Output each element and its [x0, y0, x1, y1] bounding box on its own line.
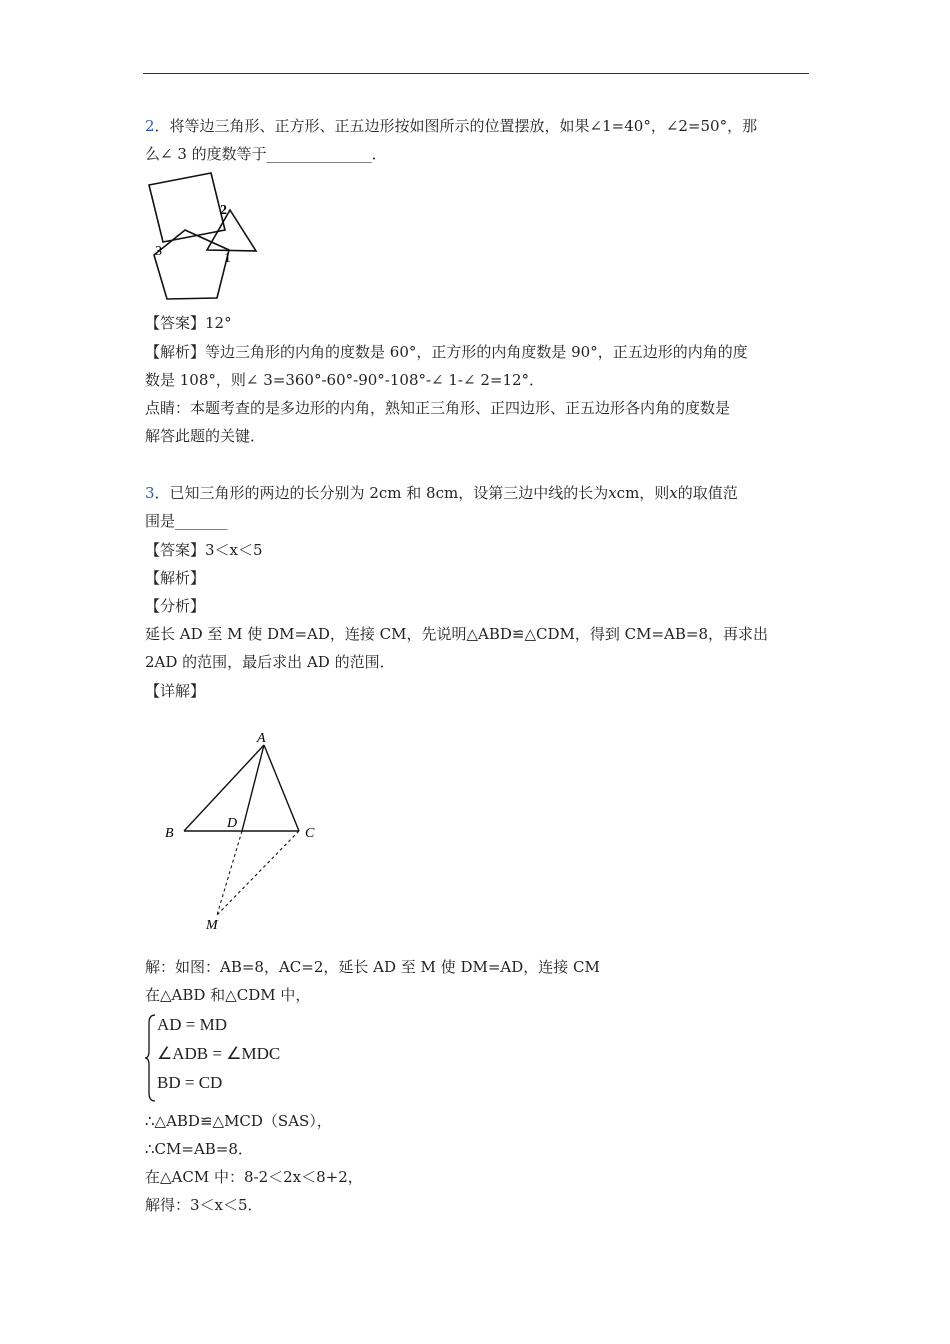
q2-analysis-2: 数是 108°，则∠ 3=360°-60°-90°-108°-∠ 1-∠ 2=12°． — [145, 371, 545, 389]
point-label-B: B — [165, 826, 174, 841]
q3-solution-4: ∴CM=AB=8． — [145, 1140, 253, 1158]
q3-solution-1: 解：如图：AB=8，AC=2，延长 AD 至 M 使 DM=AD，连接 CM — [145, 958, 600, 976]
pentagon-shape — [154, 230, 229, 299]
q2-line1: 2．将等边三角形、正方形、正五边形按如图所示的位置摆放，如果∠1=40°，∠2=50°，那 — [145, 117, 758, 135]
q3-line2: 围是_______ — [145, 512, 228, 530]
q3-line1: 3．已知三角形的两边的长分别为 2cm 和 8cm，设第三边中线的长为xcm，则x的取值范 — [145, 484, 738, 502]
equation-row-1: AD = MD — [157, 1015, 228, 1034]
equation-row-3: BD = CD — [157, 1073, 223, 1092]
q3-solution-2: 在△ABD 和△CDM 中， — [145, 986, 311, 1004]
point-label-C: C — [305, 826, 315, 841]
q3-xiangjie: 【详解】 — [145, 682, 206, 700]
header-rule — [143, 73, 809, 74]
segment-DM — [217, 831, 242, 915]
q3-analysis: 【解析】 — [145, 569, 206, 587]
var-x-2: x — [669, 484, 678, 502]
q2-analysis-1: 【解析】等边三角形的内角的度数是 60°，正方形的内角度数是 90°，正五边形的内角的度 — [145, 343, 748, 361]
segment-AB — [184, 745, 264, 831]
q3-fenxi-2: 2AD 的范围，最后求出 AD 的范围． — [145, 653, 395, 671]
q3-solution-5: 在△ACM 中：8-2＜2x＜8+2， — [145, 1168, 363, 1186]
q2-comment-1: 点睛：本题考查的是多边形的内角，熟知正三角形、正四边形、正五边形各内角的度数是 — [145, 399, 731, 417]
q2-figure — [145, 170, 265, 305]
triangle-shape — [207, 210, 256, 251]
q2-number: 2 — [145, 117, 155, 135]
point-label-A: A — [257, 731, 266, 746]
left-brace — [145, 1013, 157, 1103]
equation-row-2: ∠ADB = ∠MDC — [157, 1044, 281, 1063]
q3-fenxi: 【分析】 — [145, 597, 206, 615]
angle-label-1: 1 — [224, 251, 231, 266]
q3-answer: 【答案】3＜x＜5 — [145, 541, 263, 559]
q3-solution-6: 解得：3＜x＜5． — [145, 1196, 263, 1214]
var-x: x — [608, 484, 617, 502]
q3-figure — [160, 725, 330, 940]
angle-label-3: 3 — [155, 244, 162, 259]
q2-comment-2: 解答此题的关键． — [145, 427, 266, 445]
point-label-D: D — [227, 816, 238, 831]
q2-line2: 么∠ 3 的度数等于______________． — [145, 145, 387, 163]
segment-AD — [242, 745, 264, 831]
q3-fenxi-1: 延长 AD 至 M 使 DM=AD，连接 CM，先说明△ABD≌△CDM，得到 CM=AB=8，再求出 — [145, 625, 768, 643]
segment-AC — [264, 745, 299, 831]
q2-answer: 【答案】12° — [145, 314, 232, 332]
q3-solution-3: ∴△ABD≌△MCD（SAS）， — [145, 1112, 332, 1130]
point-label-M: M — [206, 918, 218, 933]
equation-system — [145, 1013, 345, 1103]
q3-number: 3 — [145, 484, 155, 502]
angle-label-2: 2 — [220, 203, 227, 218]
